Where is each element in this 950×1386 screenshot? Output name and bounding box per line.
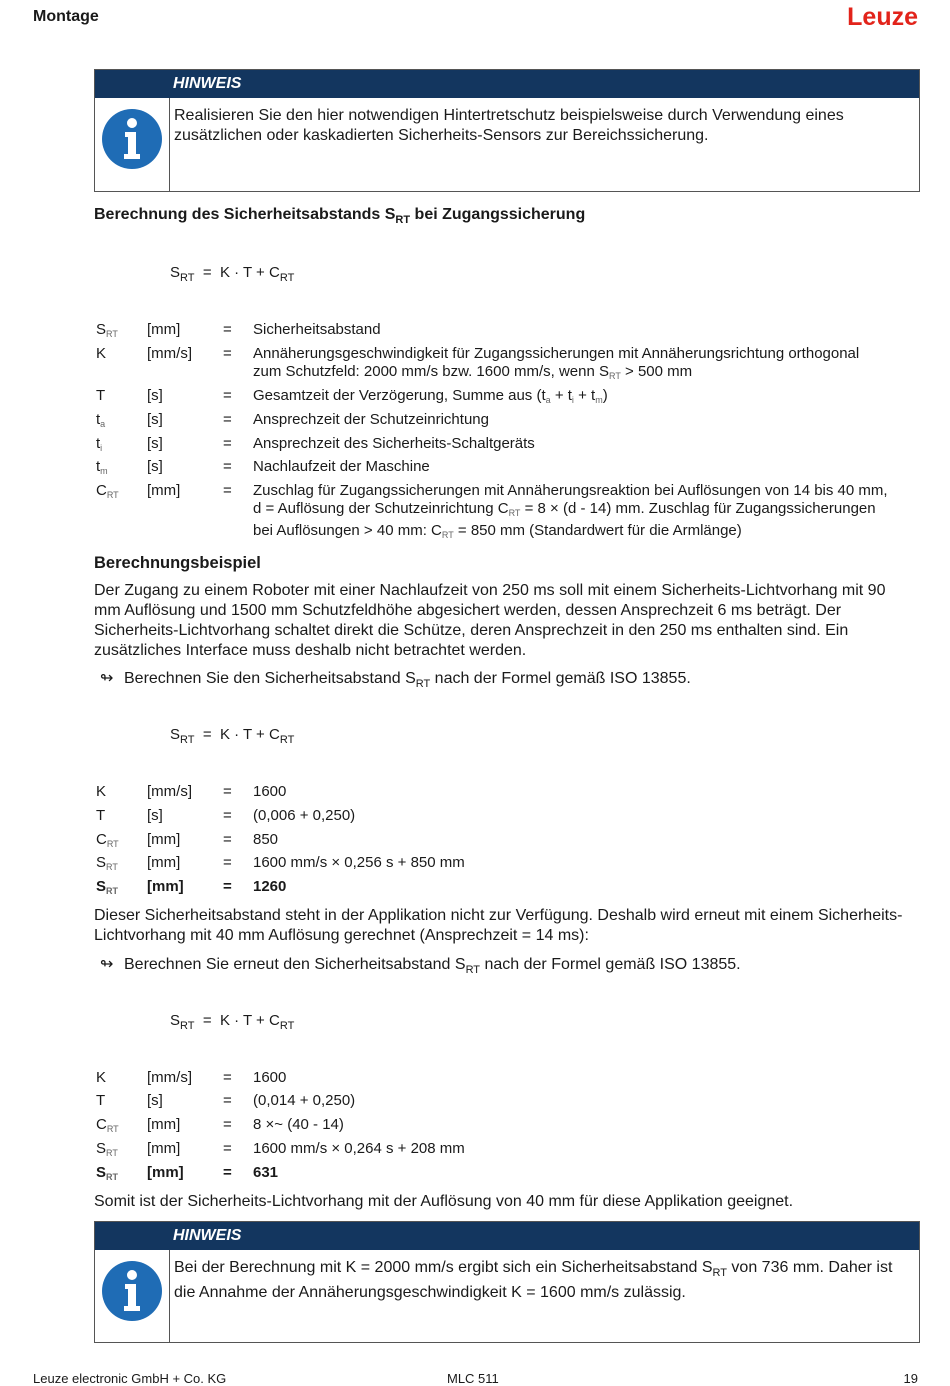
note-header bbox=[95, 1222, 919, 1250]
step-arrow-icon: ↬ bbox=[100, 956, 114, 973]
formula: $S_{RT} = K \cdot T + C_{RT}$ bbox=[170, 264, 295, 284]
leuze-logo: Leuze bbox=[847, 3, 918, 31]
note-header bbox=[95, 70, 919, 98]
example-heading: Berechnungsbeispiel bbox=[94, 554, 261, 572]
note-title: HINWEIS bbox=[173, 75, 242, 92]
note-icon-cell bbox=[95, 98, 170, 191]
footer-company: Leuze electronic GmbH + Co. KG bbox=[33, 1371, 227, 1386]
footer-product: MLC 511 bbox=[447, 1371, 499, 1386]
step-instruction: ↬ Berechnen Sie den Sicherheitsabstand $S_{RT}$ nach der Formel gemäß ISO 13855. bbox=[100, 670, 691, 690]
section-heading: Berechnung des Sicherheitsabstands $S_{RT}$ bei Zugangssicherung bbox=[94, 206, 586, 226]
step-instruction: ↬ Berechnen Sie erneut den Sicherheitsabstand $S_{RT}$ nach der Formel gemäß ISO 13855. bbox=[100, 956, 741, 976]
note-box-1 bbox=[94, 69, 920, 192]
note-text: Realisieren Sie den hier notwendigen Hintertretschutz beispielsweise durch Verwendung eines zusätzlichen oder kaskadierten Sicherheits-Sensors zur Bereichssicherung. bbox=[174, 107, 844, 144]
page-number: 19 bbox=[903, 1371, 918, 1386]
step-arrow-icon: ↬ bbox=[100, 670, 114, 687]
conclusion: Somit ist der Sicherheits-Lichtvorhang mit der Auflösung von 40 mm für diese Applikation geeignet. bbox=[94, 1193, 794, 1210]
note-title: HINWEIS bbox=[173, 1227, 242, 1244]
info-icon bbox=[101, 108, 163, 170]
example-paragraph-2: Dieser Sicherheitsabstand steht in der Applikation nicht zur Verfügung. Deshalb wird erneut mit einem Sicherheits-Lichtvorhang mit 40 mm Auflösung gerechnet (Ansprechzeit = 14 ms): bbox=[94, 907, 903, 944]
note-text: Bei der Berechnung mit K = 2000 mm/s ergibt sich ein Sicherheitsabstand $S_{RT}$ von 736 mm. Daher ist die Annahme der Annäherungsgeschwindigkeit K = 1600 mm/s zulässig. bbox=[174, 1259, 893, 1301]
info-icon bbox=[101, 1260, 163, 1322]
note-icon-cell bbox=[95, 1250, 170, 1342]
formula: $S_{RT} = K \cdot T + C_{RT}$ bbox=[170, 726, 295, 746]
formula: $S_{RT} = K \cdot T + C_{RT}$ bbox=[170, 1012, 295, 1032]
note-box-2 bbox=[94, 1221, 920, 1343]
example-paragraph: Der Zugang zu einem Roboter mit einer Nachlaufzeit von 250 ms soll mit einem Sicherheits-Lichtvorhang mit 90 mm Auflösung und 1500 mm Schutzfeldhöhe abgesichert werden, dessen Ansprechzeit 6 ms beträgt. Der Sicherheits-Lichtvorhang schaltet direkt die Schütze, deren Ansprechzeit in den 250 ms enthalten sind. Ein zusätzliches Interface muss deshalb nicht betrachtet werden. bbox=[94, 582, 886, 659]
section-title: Montage bbox=[33, 8, 99, 25]
